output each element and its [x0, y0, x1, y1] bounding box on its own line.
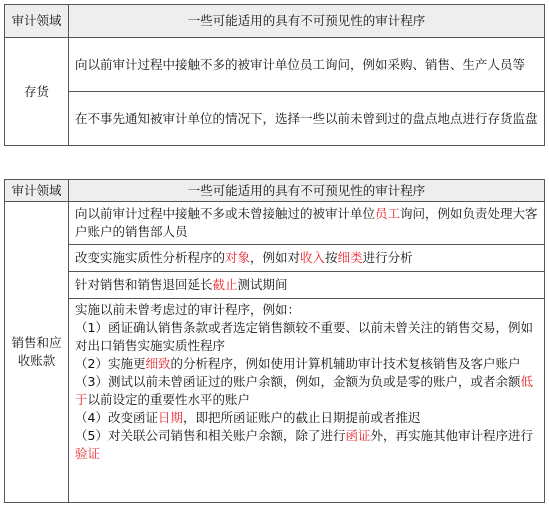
table-row [5, 38, 545, 92]
highlight-text: 截止 [212, 277, 238, 292]
procedure-intro: 实施以前未曾考虑过的审计程序，例如： [75, 302, 301, 317]
highlight-text: 收入 [300, 250, 326, 265]
sales-receivables-audit-table [4, 179, 545, 503]
highlight-text: 对象 [225, 250, 251, 265]
procedure-cell: 向以前审计过程中接触不多或未曾接触过的被审计单位员工询问，例如负责处理大客户账户的销售部人员 [69, 202, 545, 245]
procedure-cell: 针对销售和销售退回延长截止测试期间 [69, 272, 545, 299]
table-row [5, 245, 545, 272]
highlight-text: 日期 [157, 410, 183, 425]
table-row [5, 299, 545, 503]
header-audit-procedures: 一些可能适用的具有不可预见性的审计程序 [69, 180, 545, 202]
procedure-cell: 在不事先通知被审计单位的情况下，选择一些以前未曾到过的盘点地点进行存货监盘 [69, 92, 545, 146]
area-label-line2: 收账款 [17, 353, 56, 368]
procedure-item-3: （3）测试以前未曾函证过的账户余额，例如，金额为负或是零的账户，或者余额低于以前设定的重要性水平的账户 [75, 374, 533, 407]
procedure-cell [69, 299, 545, 503]
header-audit-procedures: 一些可能适用的具有不可预见性的审计程序 [69, 5, 545, 38]
table-header-row [5, 180, 545, 202]
table-row [5, 272, 545, 299]
procedure-cell: 改变实施实质性分析程序的对象，例如对收入按细类进行分析 [69, 245, 545, 272]
procedure-item-2: （2）实施更细致的分析程序，例如使用计算机辅助审计技术复核销售及客户账户 [75, 356, 521, 371]
header-audit-area: 审计领域 [5, 5, 69, 38]
inventory-audit-table [4, 4, 545, 146]
highlight-text: 员工 [375, 206, 401, 221]
highlight-text: 低于 [75, 374, 533, 407]
highlight-text: 细类 [337, 250, 363, 265]
procedure-cell: 向以前审计过程中接触不多的被审计单位员工询问，例如采购、销售、生产人员等 [69, 38, 545, 92]
procedure-item-1: （1）函证确认销售条款或者选定销售额较不重要、以前未曾关注的销售交易，例如对出口销售实施实质性程序 [75, 320, 533, 353]
highlight-text: 函证 [345, 428, 371, 443]
table-row [5, 92, 545, 146]
highlight-text: 验证 [75, 446, 101, 461]
procedure-item-4: （4）改变函证日期，即把所函证账户的截止日期提前或者推迟 [75, 410, 421, 425]
audit-area-sales-receivables [5, 202, 69, 503]
header-audit-area: 审计领域 [5, 180, 69, 202]
table-header-row [5, 5, 545, 38]
procedure-item-5: （5）对关联公司销售和相关账户余额，除了进行函证外，再实施其他审计程序进行验证 [75, 428, 533, 461]
highlight-text: 细致 [145, 356, 171, 371]
table-row [5, 202, 545, 245]
audit-area-inventory: 存货 [5, 38, 69, 146]
area-label-line1: 销售和应 [11, 335, 62, 350]
